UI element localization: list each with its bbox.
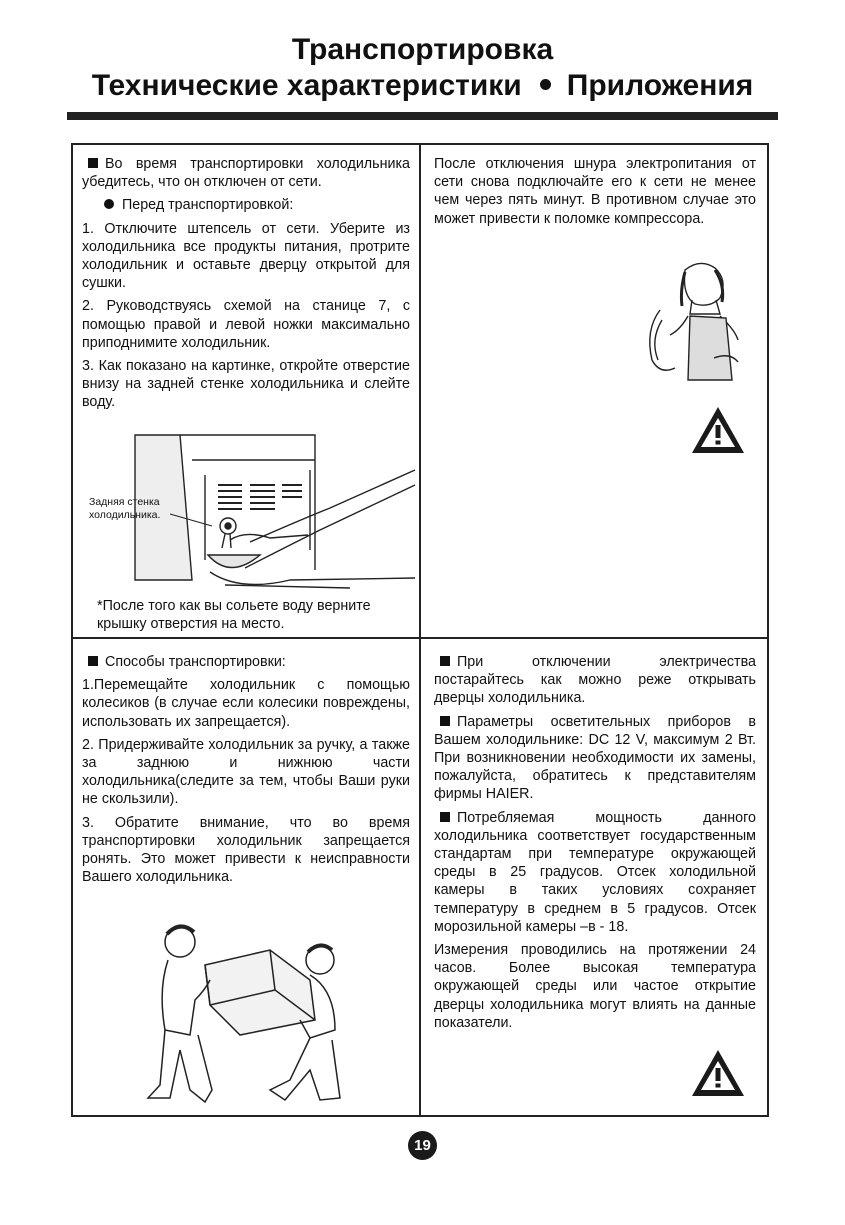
intro-paragraph [82,155,410,191]
before-heading-text: Перед транспортировкой: [122,197,294,214]
title-appendix: Приложения [566,69,754,102]
measurement-paragraph: Измерения проводились на протяжении 24 часов. Более высокая температура окружающей среды или частое открытие дверцы холодильника могут влиять на данные показатели. [434,942,756,1031]
power-outage-paragraph [434,653,756,708]
power-consumption-text: Потребляемая мощность данного холодильника соответствует государственным стандартам при температуре окружающей среды в 25 градусов. Отсек холодильной камеры в таких условиях сохраняет температуру в среднем в 5 градусов. Отсек морозильной камеры –в - 18. [434,809,756,935]
transport-item-3: 3. Обратите внимание, что во время транспортировки холодильник запрещается ронять. Это может привести к неисправности Вашего холодильника. [82,814,410,886]
page-title-line1: Транспортировка [291,33,554,66]
diagram-label-line1: Задняя стенка [89,496,160,508]
power-outage-text: При отключении электричества постарайтесь как можно реже открывать дверцы холодильника. [434,654,756,707]
unplug-wait-text: После отключения шнура электропитания от сети снова подключайте его к сети не менее чем через пять минут. В противном случае это может привести к поломке компрессора. [434,156,756,227]
power-consumption-paragraph [434,809,756,936]
men-carrying-fridge-illustration [150,920,360,1110]
bullet-square-icon [440,812,450,822]
title-specs: Технические характеристики [91,69,522,102]
cell-bottom-left [82,653,410,891]
drain-note: *После того как вы сольете воду верните крышку отверстия на место. [97,598,371,632]
transport-item-1: 1.Перемещайте холодильник с помощью колесиков (в случае если колесики повреждены, использовать их запрещается). [82,677,410,730]
bullet-square-icon [440,656,450,666]
lighting-text: Параметры осветительных приборов в Вашем холодильнике: DC 12 V, максимум 2 Вт. При возникновении необходимости их замены, пожалуйста, обратитесь к представителям фирмы HAIER. [434,713,756,803]
header-rule [67,112,778,120]
transport-heading-text: Способы транспортировки: [105,654,286,670]
before-heading [82,196,410,214]
cell-top-left [82,155,410,417]
warning-triangle-icon [690,1048,746,1098]
table-horizontal-divider [71,637,769,639]
step-3: 3. Как показано на картинке, откройте отверстие внизу на задней стенке холодильника и слейте воду. [82,358,410,411]
bullet-square-icon [440,716,450,726]
cell-top-right [434,155,756,233]
warning-triangle-icon [690,405,746,455]
drain-water-illustration [130,430,420,595]
bullet-square-icon [88,158,98,168]
page-title-line2 [0,68,845,104]
title-bullet-icon [540,79,551,90]
bullet-circle-icon [104,199,114,209]
intro-text: Во время транспортировки холодильника убедитесь, что он отключен от сети. [82,156,410,191]
diagram-label [89,496,160,522]
diagram-label-line2: холодильника. [89,509,161,521]
transport-heading [82,653,410,671]
transport-item-2: 2. Придерживайте холодильник за ручку, а также за заднюю и нижнюю части холодильника(следите за тем, чтобы Ваши руки не скользили). [82,736,410,808]
step-1: 1. Отключите штепсель от сети. Уберите из холодильника все продукты питания, протрите холодильник и оставьте дверцу открытой для сушки. [82,220,410,292]
bullet-square-icon [88,656,98,666]
lighting-paragraph [434,713,756,804]
step-2: 2. Руководствуясь схемой на станице 7, с помощью правой и левой ножки максимально приподнимите холодильник. [82,298,410,351]
page-number-badge: 19 [408,1131,437,1160]
table-vertical-divider [419,143,421,1117]
woman-with-cord-illustration [640,260,750,385]
cell-bottom-right [434,653,756,1037]
